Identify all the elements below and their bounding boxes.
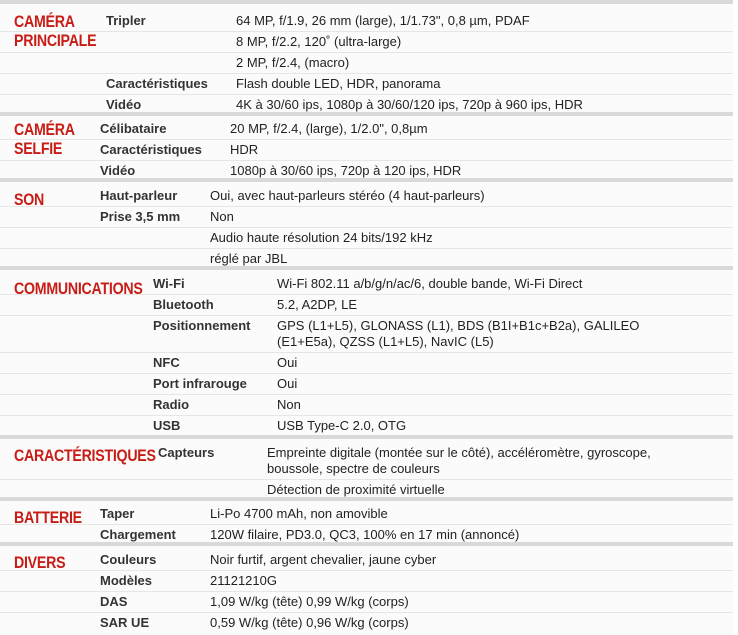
spec-value: Non bbox=[277, 397, 301, 412]
spec-label: Radio bbox=[153, 397, 190, 412]
spec-row bbox=[0, 139, 733, 161]
spec-label: Vidéo bbox=[100, 163, 136, 178]
spec-value: Empreinte digitale (montée sur le côté), accéléromètre, gyroscope, boussole, spectre de couleurs bbox=[267, 445, 651, 476]
spec-value: 1,09 W/kg (tête) 0,99 W/kg (corps) bbox=[210, 594, 409, 609]
spec-value: Audio haute résolution 24 bits/192 kHz bbox=[210, 230, 433, 245]
spec-row bbox=[0, 227, 733, 249]
spec-row bbox=[0, 373, 733, 395]
spec-value: Oui, avec haut-parleurs stéréo (4 haut-parleurs) bbox=[210, 188, 485, 203]
spec-label: Tripler bbox=[106, 13, 146, 28]
spec-label: Caractéristiques bbox=[106, 76, 208, 91]
section-title: COMMUNICATIONS bbox=[14, 280, 143, 298]
spec-value: réglé par JBL bbox=[210, 251, 288, 266]
spec-label: Capteurs bbox=[158, 445, 215, 460]
section-title-line1: CAMÉRA bbox=[14, 121, 75, 139]
spec-label: Positionnement bbox=[153, 318, 251, 333]
spec-value: Flash double LED, HDR, panorama bbox=[236, 76, 441, 91]
spec-value: 4K à 30/60 ips, 1080p à 30/60/120 ips, 720p à 960 ips, HDR bbox=[236, 97, 583, 112]
spec-label: DAS bbox=[100, 594, 128, 609]
spec-label: NFC bbox=[153, 355, 180, 370]
spec-row bbox=[0, 612, 733, 633]
section-features bbox=[0, 435, 733, 501]
spec-value: Li-Po 4700 mAh, non amovible bbox=[210, 506, 388, 521]
spec-value: 0,59 W/kg (tête) 0,96 W/kg (corps) bbox=[210, 615, 409, 630]
section-title-line2: SELFIE bbox=[14, 140, 63, 158]
spec-label: Célibataire bbox=[100, 121, 167, 136]
spec-row bbox=[0, 442, 733, 480]
spec-row bbox=[0, 503, 733, 525]
spec-label: Vidéo bbox=[106, 97, 142, 112]
section-camera-main bbox=[0, 0, 733, 114]
spec-row bbox=[0, 315, 733, 353]
spec-label: Port infrarouge bbox=[153, 376, 247, 391]
spec-label: SAR UE bbox=[100, 615, 150, 630]
section-title: DIVERS bbox=[14, 554, 66, 572]
spec-row bbox=[0, 31, 733, 53]
spec-row bbox=[0, 591, 733, 613]
section-sound bbox=[0, 178, 733, 269]
spec-row bbox=[0, 118, 733, 140]
spec-row bbox=[0, 10, 733, 32]
spec-label: Caractéristiques bbox=[100, 142, 202, 157]
spec-value: 120W filaire, PD3.0, QC3, 100% en 17 min (annoncé) bbox=[210, 527, 520, 542]
spec-label: Prise 3,5 mm bbox=[100, 209, 181, 224]
spec-row bbox=[0, 273, 733, 295]
spec-row bbox=[0, 549, 733, 571]
spec-row bbox=[0, 352, 733, 374]
spec-row bbox=[0, 570, 733, 592]
spec-label: Wi-Fi bbox=[153, 276, 185, 291]
spec-row bbox=[0, 185, 733, 207]
spec-value: HDR bbox=[230, 142, 259, 157]
spec-value: USB Type-C 2.0, OTG bbox=[277, 418, 407, 433]
section-title-line1: CAMÉRA bbox=[14, 13, 75, 31]
section-battery bbox=[0, 497, 733, 545]
section-misc bbox=[0, 542, 733, 635]
spec-value: Oui bbox=[277, 355, 298, 370]
spec-label: Modèles bbox=[100, 573, 153, 588]
spec-value: GPS (L1+L5), GLONASS (L1), BDS (B1I+B1c+B2a), GALILEO (E1+E5a), QZSS (L1+L5), NavIC (L5) bbox=[277, 318, 640, 349]
spec-row bbox=[0, 52, 733, 74]
spec-value: 21121210G bbox=[210, 573, 277, 588]
spec-label: Couleurs bbox=[100, 552, 157, 567]
section-communications bbox=[0, 266, 733, 438]
spec-row bbox=[0, 94, 733, 114]
section-title: SON bbox=[14, 191, 44, 209]
spec-label: Bluetooth bbox=[153, 297, 214, 312]
spec-value: 64 MP, f/1.9, 26 mm (large), 1/1.73", 0,8 µm, PDAF bbox=[236, 13, 530, 28]
section-camera-selfie bbox=[0, 112, 733, 182]
section-title-line2: PRINCIPALE bbox=[14, 32, 97, 50]
spec-value: 20 MP, f/2.4, (large), 1/2.0", 0,8µm bbox=[230, 121, 428, 136]
spec-row bbox=[0, 415, 733, 436]
section-title: CARACTÉRISTIQUES bbox=[14, 447, 156, 465]
spec-value: 2 MP, f/2.4, (macro) bbox=[236, 55, 350, 70]
spec-row bbox=[0, 206, 733, 228]
spec-value: 5.2, A2DP, LE bbox=[277, 297, 357, 312]
spec-label: Chargement bbox=[100, 527, 176, 542]
spec-value: 1080p à 30/60 ips, 720p à 120 ips, HDR bbox=[230, 163, 462, 178]
spec-value: Wi-Fi 802.11 a/b/g/n/ac/6, double bande, Wi-Fi Direct bbox=[277, 276, 583, 291]
spec-label: USB bbox=[153, 418, 181, 433]
spec-value: Oui bbox=[277, 376, 298, 391]
spec-label: Haut-parleur bbox=[100, 188, 178, 203]
spec-row bbox=[0, 294, 733, 316]
spec-row bbox=[0, 394, 733, 416]
spec-value: Noir furtif, argent chevalier, jaune cyber bbox=[210, 552, 437, 567]
spec-label: Taper bbox=[100, 506, 135, 521]
spec-value: Non bbox=[210, 209, 234, 224]
spec-value: 8 MP, f/2.2, 120˚ (ultra-large) bbox=[236, 34, 402, 49]
spec-value: Détection de proximité virtuelle bbox=[267, 482, 445, 497]
spec-row bbox=[0, 73, 733, 95]
section-title: BATTERIE bbox=[14, 509, 82, 527]
